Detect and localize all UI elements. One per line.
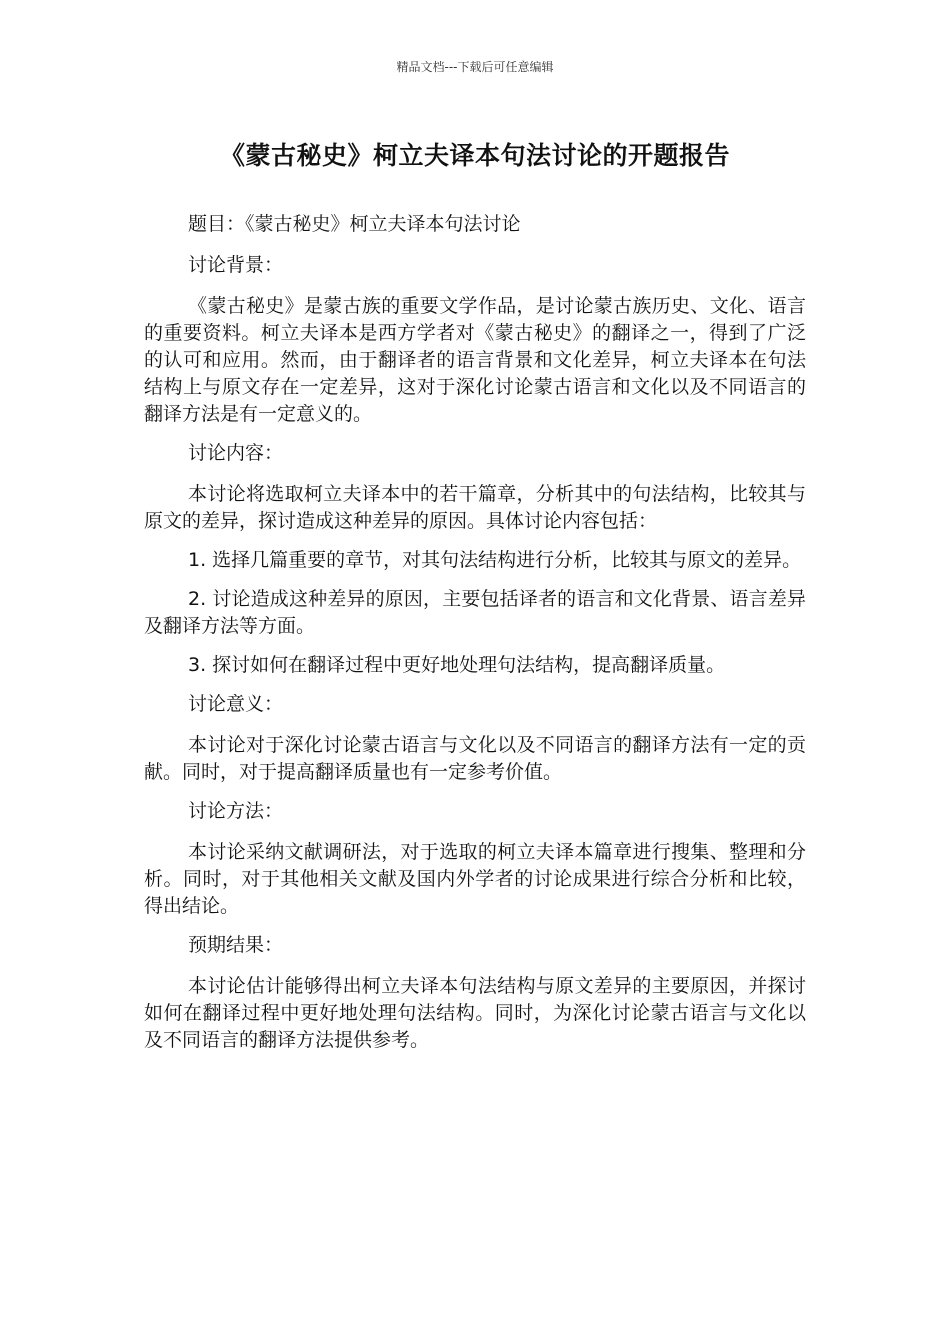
- content-item-1: 1. 选择几篇重要的章节，对其句法结构进行分析，比较其与原文的差异。: [188, 549, 802, 571]
- section-heading-content: 讨论内容：: [188, 442, 284, 464]
- content-intro-paragraph: 本讨论将选取柯立夫译本中的若干篇章，分析其中的句法结构，比较其与原文的差异，探讨造成这种差异的原因。具体讨论内容包括：: [144, 483, 806, 532]
- background-paragraph: 《蒙古秘史》是蒙古族的重要文学作品，是讨论蒙古族历史、文化、语言的重要资料。柯立夫译本是西方学者对《蒙古秘史》的翻译之一，得到了广泛的认可和应用。然而，由于翻译者的语言背景和文化差异，柯立夫译本在句法结构上与原文存在一定差异，这对于深化讨论蒙古语言和文化以及不同语言的翻译方法是有一定意义的。: [144, 295, 806, 425]
- document-title: 《蒙古秘史》柯立夫译本句法讨论的开题报告: [219, 141, 730, 170]
- section-heading-background: 讨论背景：: [188, 254, 284, 276]
- topic-line: 题目：《蒙古秘史》柯立夫译本句法讨论: [188, 213, 521, 235]
- significance-paragraph: 本讨论对于深化讨论蒙古语言与文化以及不同语言的翻译方法有一定的贡献。同时，对于提高翻译质量也有一定参考价值。: [144, 734, 806, 783]
- section-heading-significance: 讨论意义：: [188, 693, 284, 715]
- content-item-3: 3. 探讨如何在翻译过程中更好地处理句法结构，提高翻译质量。: [188, 654, 726, 676]
- content-item-2: 2. 讨论造成这种差异的原因，主要包括译者的语言和文化背景、语言差异及翻译方法等方面。: [144, 588, 806, 637]
- method-paragraph: 本讨论采纳文献调研法，对于选取的柯立夫译本篇章进行搜集、整理和分析。同时，对于其他相关文献及国内外学者的讨论成果进行综合分析和比较，得出结论。: [144, 841, 806, 917]
- expected-results-paragraph: 本讨论估计能够得出柯立夫译本句法结构与原文差异的主要原因，并探讨如何在翻译过程中更好地处理句法结构。同时，为深化讨论蒙古语言与文化以及不同语言的翻译方法提供参考。: [144, 975, 806, 1051]
- document-body: [144, 211, 806, 1066]
- section-heading-expected-results: 预期结果：: [188, 934, 284, 956]
- section-heading-method: 讨论方法：: [188, 800, 284, 822]
- header-note: 精品文档---下载后可任意编辑: [396, 60, 554, 74]
